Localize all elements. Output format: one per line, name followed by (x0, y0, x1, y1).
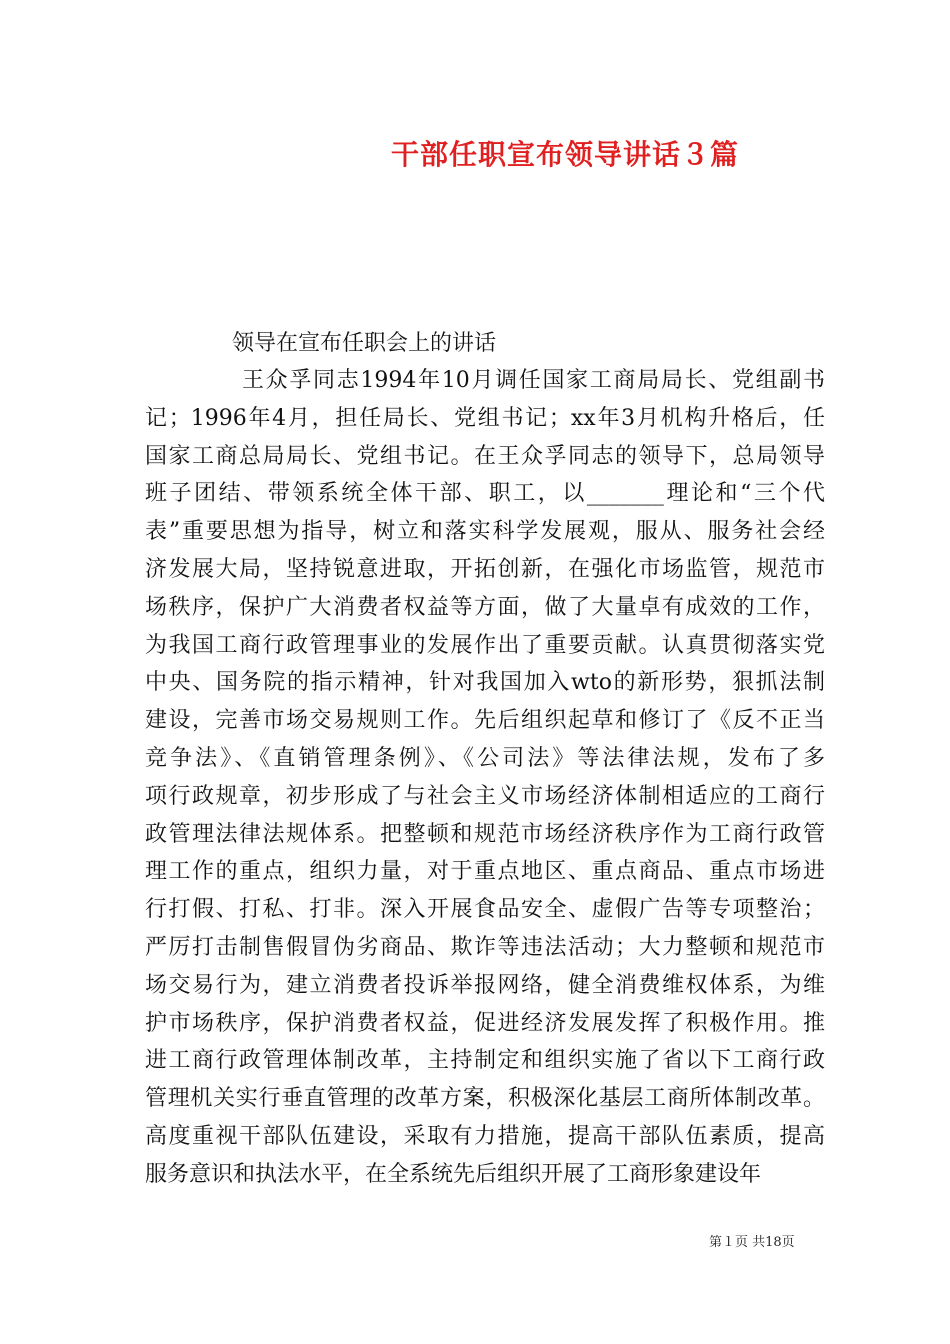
body-line: 王众孚同志1994年10月调任国家工商局局长、党组副书 (242, 368, 825, 393)
body-line: 济发展大局，坚持锐意进取，开拓创新，在强化市场监管，规范市 (145, 556, 825, 582)
body-line: 护市场秩序，保护消费者权益，促进经济发展发挥了积极作用。推 (145, 1010, 825, 1036)
body-line: 管理机关实行垂直管理的改革方案，积极深化基层工商所体制改革。 (145, 1086, 825, 1112)
body-line: 国家工商总局局长、党组书记。在王众孚同志的领导下，总局领导 (145, 443, 825, 469)
document-title: 干部任职宣布领导讲话３篇 (390, 138, 739, 171)
body-line: 建设，完善市场交易规则工作。先后组织起草和修订了《反不正当 (145, 708, 825, 734)
body-line: 进工商行政管理体制改革，主持制定和组织实施了省以下工商行政 (145, 1048, 825, 1074)
body-line: 行打假、打私、打非。深入开展食品安全、虚假广告等专项整治； (145, 897, 825, 923)
body-line: 场交易行为，建立消费者投诉举报网络，健全消费维权体系，为维 (145, 972, 825, 998)
body-line: 严厉打击制售假冒伪劣商品、欺诈等违法活动；大力整顿和规范市 (145, 934, 825, 960)
body-line: 表”重要思想为指导，树立和落实科学发展观，服从、服务社会经 (145, 519, 825, 545)
body-line: 理工作的重点，组织力量，对于重点地区、重点商品、重点市场进 (145, 859, 825, 885)
body-line: 项行政规章，初步形成了与社会主义市场经济体制相适应的工商行 (145, 783, 825, 809)
body-line: 竞争法》、《直销管理条例》、《公司法》等法律法规，发布了多 (145, 745, 825, 771)
body-line: 高度重视干部队伍建设，采取有力措施，提高干部队伍素质，提高 (145, 1123, 825, 1149)
body-line: 服务意识和执法水平，在全系统先后组织开展了工商形象建设年 (145, 1161, 762, 1187)
body-line: 政管理法律法规体系。把整顿和规范市场经济秩序作为工商行政管 (145, 821, 825, 847)
section-heading: 领导在宣布任职会上的讲话 (232, 331, 497, 356)
body-text (145, 362, 825, 1194)
body-line: 班子团结、带领系统全体干部、职工，以_______理论和“三个代 (145, 481, 825, 507)
body-line: 中央、国务院的指示精神，针对我国加入wto的新形势，狠抓法制 (145, 670, 825, 696)
page-number-footer: 第１页 共18页 (709, 1235, 795, 1250)
body-line: 为我国工商行政管理事业的发展作出了重要贡献。认真贯彻落实党 (145, 632, 825, 658)
body-line: 记；1996年4月，担任局长、党组书记；xx年3月机构升格后，任 (145, 405, 825, 431)
body-line: 场秩序，保护广大消费者权益等方面，做了大量卓有成效的工作， (145, 594, 825, 620)
